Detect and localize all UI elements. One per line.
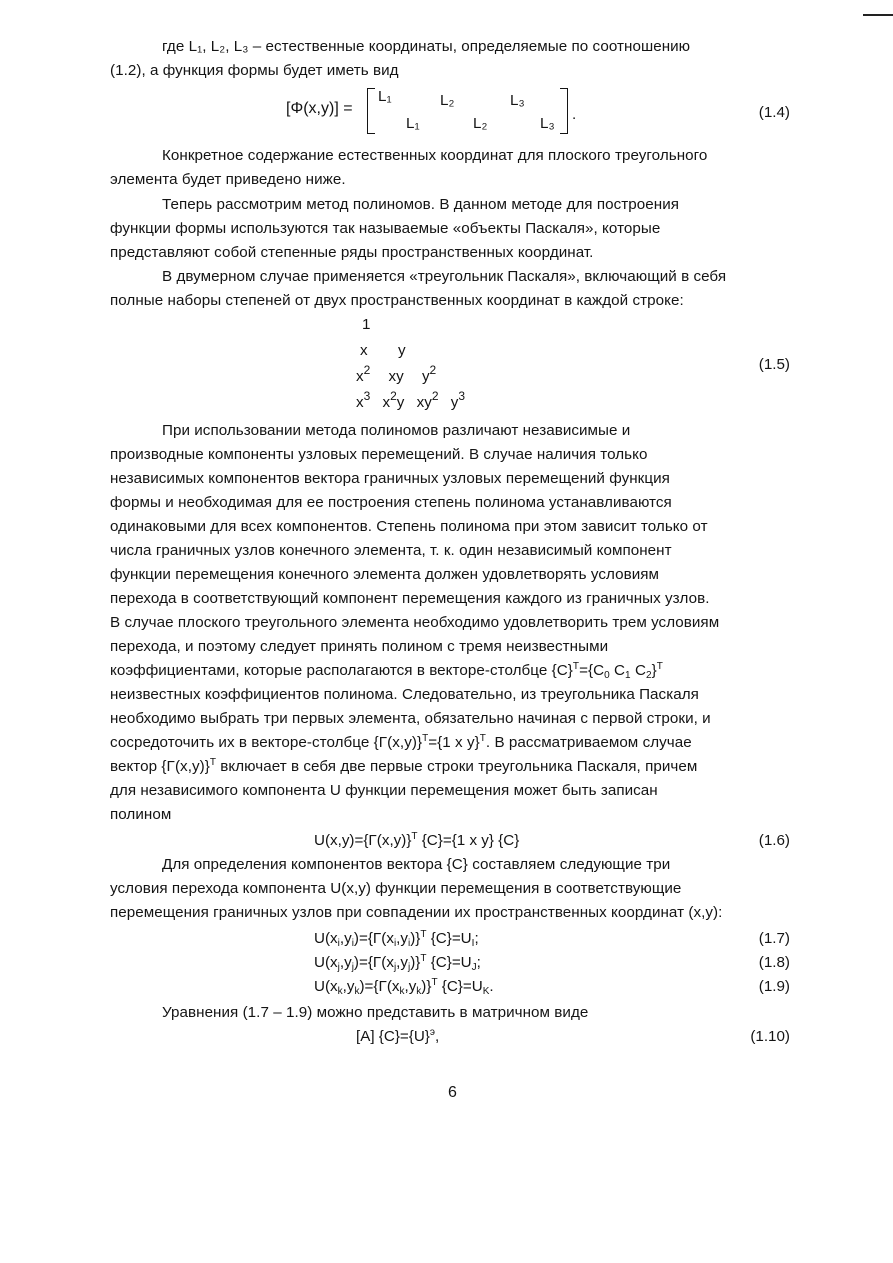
text-line: перехода, и поэтому следует принять полином с тремя неизвестными: [110, 638, 609, 655]
eq110-body: [A] $\{C\}=\{U\}^э$,: [356, 1027, 440, 1045]
matrix-cell: L₃: [540, 115, 555, 132]
text-line: представляют собой степенные ряды пространственных координат.: [110, 244, 594, 261]
pascal-term: x: [360, 342, 368, 359]
matrix-cell: L₂: [440, 92, 455, 109]
equation-number: (1.7): [758, 930, 790, 947]
text-line: элемента будет приведено ниже.: [110, 171, 346, 188]
equation-number: (1.9): [758, 978, 790, 995]
text-line: полные наборы степеней от двух пространственных координат в каждой строке:: [110, 292, 684, 309]
text-line: неизвестных коэффициентов полинома. Следовательно, из треугольника Паскаля: [110, 686, 699, 703]
eq17-body: $U(x_i,y_i)=\{\Gamma(x_i,y_i)\}^T$ $\{C\}=U_I$;: [314, 929, 479, 949]
eq19-body: $U(x_k,y_k)=\{\Gamma(x_k,y_k)\}^T$ $\{C\}=U_K$.: [314, 977, 494, 997]
eq14-lhs: [Φ(x,y)] =: [286, 100, 353, 117]
pascal-term: y: [398, 342, 406, 359]
text-line: Теперь рассмотрим метод полиномов. В данном методе для построения: [162, 196, 679, 213]
text-line: Уравнения (1.7 – 1.9) можно представить в матричном виде: [162, 1004, 589, 1021]
text-line: В случае плоского треугольного элемента необходимо удовлетворить трем условиям: [110, 614, 720, 631]
equation-number: (1.6): [758, 832, 790, 849]
matrix-cell: L₂: [473, 115, 488, 132]
text-line-gamma: вектор $\{\Gamma(x,y)\}^T$ включает в себя две первые строки треугольника Паскаля, причем: [110, 757, 698, 775]
eq16-body: $U(x,y)=\{\Gamma(x,y)\}^T$ {C}={1 x y} {C}: [314, 831, 520, 849]
equation-number: (1.10): [750, 1028, 790, 1045]
eq18-body: $U(x_j,y_j)=\{\Gamma(x_j,y_j)\}^T$ $\{C\}=U_J$;: [314, 953, 481, 973]
text-line: независимых компонентов вектора граничных узловых перемещений функция: [110, 470, 670, 487]
pascal-term: 1: [362, 316, 371, 333]
text-line: необходимо выбрать три первых элемента, обязательно начиная с первой строки, и: [110, 710, 711, 727]
text-line: числа граничных узлов конечного элемента, т. к. один независимый компонент: [110, 542, 672, 559]
matrix-bracket-right: [560, 88, 568, 134]
pascal-row3: $x^2$ xy $y^2$: [356, 363, 437, 385]
text-line: одинаковыми для всех компонентов. Степень полинома при этом зависит только от: [110, 518, 708, 535]
equation-number: (1.4): [758, 104, 790, 121]
text-line-gamma: сосредоточить их в векторе-столбце $\{\Gamma(x,y)\}^T=\{1$ x y}$^T$. В рассматриваемом случае: [110, 733, 692, 751]
text-line: При использовании метода полиномов различают независимые и: [162, 422, 631, 439]
text-line: производные компоненты узловых перемещений. В случае наличия только: [110, 446, 648, 463]
text-line: (1.2), а функция формы будет иметь вид: [110, 62, 399, 79]
matrix-cell: L₃: [510, 92, 525, 109]
text-line-vector-c: коэффициентами, которые располагаются в векторе-столбце $\{C\}^T=\{C_0$ $C_1$ $C_2\}^T$: [110, 661, 663, 681]
text-line: где L₁, L₂, L₃ – естественные координаты, определяемые по соотношению: [162, 38, 691, 55]
text-line: формы и необходимая для ее построения степень полинома устанавливаются: [110, 494, 672, 511]
text-line: для независимого компонента U функции перемещения может быть записан: [110, 782, 658, 799]
corner-scan-mark: [863, 14, 893, 16]
matrix-cell: L₁: [378, 88, 392, 105]
equation-number: (1.5): [758, 356, 790, 373]
matrix-cell: L₁: [406, 115, 420, 132]
pascal-row4: $x^3$ $x^2y$ $xy^2$ $y^3$: [356, 389, 466, 411]
text-line: функции перемещения конечного элемента должен удовлетворять условиям: [110, 566, 660, 583]
text-line: функции формы используются так называемые «объекты Паскаля», которые: [110, 220, 661, 237]
text-line: перемещения граничных узлов при совпадении их пространственных координат (x,y):: [110, 904, 723, 921]
text-line: В двумерном случае применяется «треугольник Паскаля», включающий в себя: [162, 268, 727, 285]
page-number: 6: [448, 1084, 457, 1101]
text-line: перехода в соответствующий компонент перемещения каждого из граничных узлов.: [110, 590, 710, 607]
text-line: Для определения компонентов вектора {C} составляем следующие три: [162, 856, 671, 873]
eq14-period: .: [572, 106, 577, 123]
text-line: Конкретное содержание естественных координат для плоского треугольного: [162, 147, 708, 164]
text-line: полином: [110, 806, 172, 823]
matrix-bracket-left: [367, 88, 375, 134]
text-line: условия перехода компонента U(x,y) функции перемещения в соответствующие: [110, 880, 682, 897]
equation-number: (1.8): [758, 954, 790, 971]
